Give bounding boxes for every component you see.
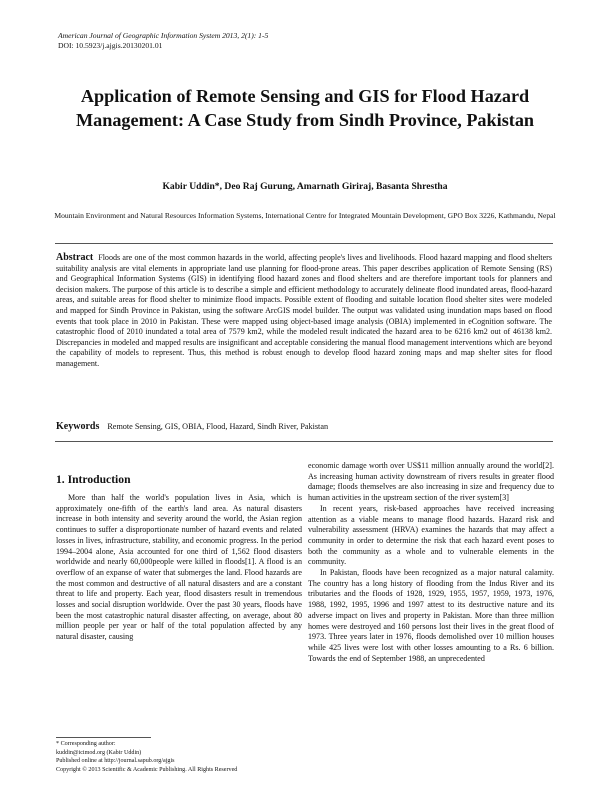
footnote <box>56 740 302 774</box>
copyright: Copyright © 2013 Scientific & Academic Publishing. All Rights Reserved <box>56 766 238 773</box>
affiliation: Mountain Environment and Natural Resources Information Systems, International Centre for Integrated Mountain Development, GPO Box 3226, Kathmandu, Nepal <box>54 211 556 220</box>
risk-paragraph: In recent years, risk-based approaches have received increasing attention as a viable means to manage flood hazards. Hazard risk and vulnerability assessment (HRVA) examines the hazards that may affect a community in order to determine the risk that each hazard event poses to both the community as a whole and to vulnerable elements in the community. <box>308 503 554 567</box>
keywords-label: Keywords <box>56 421 100 432</box>
author-email: kuddin@icimod.org (Kabir Uddin) <box>56 749 142 756</box>
abstract <box>56 253 552 370</box>
doi: DOI: 10.5923/j.ajgis.20130201.01 <box>58 41 163 50</box>
published-online: Published online at http://journal.sapub.org/ajgis <box>56 758 175 765</box>
bottom-divider <box>55 441 553 442</box>
abstract-label: Abstract <box>56 252 94 263</box>
top-divider <box>55 243 553 244</box>
corresponding-author: * Corresponding author: <box>56 741 116 747</box>
abstract-text: Floods are one of the most common hazards in the world, affecting people's lives and livelihoods. Flood hazard mapping and flood shelters suitability analysis are vital elements in appropriate land use planning for flood-prone areas. This paper describes application of Remote Sensing (RS) and Geographical Information Systems (GIS) in identifying flood hazard zones and flood shelters and are therefore important tools for planners and decision makers. The purpose of this article is to describe a simple and efficient methodology to accurately delineate flood inundated areas, flood-hazard areas, and suitable areas for flood shelter to minimize flood impacts. Possible extent of flooding and suitable location flood shelter sites were modeled and mapped for Sindh Province in Pakistan, using the software ArcGIS model builder. The output was validated using inundation maps based on flood events that took place in 2010 in Pakistan. These were mapped using object-based image analysis (OBIA) implemented in eCognition software. The catastrophic flood of 2010 inundated a total area of 7579 km2, while the modeled result indicated the hazard area to be 6216 km2 out of 46138 km2. Discrepancies in modeled and mapped results are insignificant and acceptable considering the manual flood management interventions which are beyond the capability of models to represent. Thus, this method is robust enough to develop flood hazard zoning maps and map shelter sites for flood management. <box>56 253 552 368</box>
continued-paragraph: economic damage worth over US$11 million annually around the world[2]. As increasing human activity downstream of rivers results in greater flood damage; floods themselves are also increasing in size and frequency due to human activities in the upstream section of the river system[3] <box>308 461 554 503</box>
authors: Kabir Uddin*, Deo Raj Gurung, Amarnath Giriraj, Basanta Shrestha <box>162 181 448 192</box>
footnote-divider <box>56 737 151 738</box>
keywords-text: Remote Sensing, GIS, OBIA, Flood, Hazard, Sindh River, Pakistan <box>107 422 329 431</box>
left-column <box>56 493 302 643</box>
pakistan-paragraph: In Pakistan, floods have been recognized as a major natural calamity. The country has a long history of flooding from the Indus River and its tributaries and the floods of 1928, 1929, 1955, 1957, 1959, 1973, 1976, 1988, 1992, 1995, 1996 and 1997 attest to its destructive nature and its adverse impact on lives and property in Pakistan. More than three million homes were destroyed and 160 persons lost their lives in the great flood of 1973. Three years later in 1976, floods demolished over 10 million houses while 425 lives were lost with other losses amounting to a Rs. 6 billion. Towards the end of September 1988, an unprecedented <box>308 568 554 663</box>
journal-line: American Journal of Geographic Information System 2013, 2(1): 1-5 <box>58 31 269 40</box>
section-heading: 1. Introduction <box>56 473 131 486</box>
journal-header <box>58 31 268 51</box>
intro-paragraph: More than half the world's population lives in Asia, which is approximately one-fifth of the earth's land area. As natural disasters increase in both intensity and severity around the world, the Asian region continues to suffer a disproportionate number of hazard events and related losses in lives, infrastructure, stability, and economic progress. In the period 1994–2004 alone, Asia accounted for one third of 1,562 flood disasters worldwide and nearly 60,000people were killed in floods[1]. A flood is an overflow of an expanse of water that submerges the land. Flood hazards are the most common and destructive of all natural disasters and are a constant threat to life and property. Each year, flood disasters result in tremendous losses and social disruption worldwide. Over the past 30 years, floods have been the most catastrophic natural disaster affecting, on average, about 80 million people per year or half of the total population affected by any natural disaster, causing <box>56 493 302 642</box>
paper-title: Application of Remote Sensing and GIS for Flood Hazard Management: A Case Study from Sindh Province, Pakistan <box>75 86 535 130</box>
right-column <box>308 461 554 664</box>
keywords <box>56 421 552 432</box>
